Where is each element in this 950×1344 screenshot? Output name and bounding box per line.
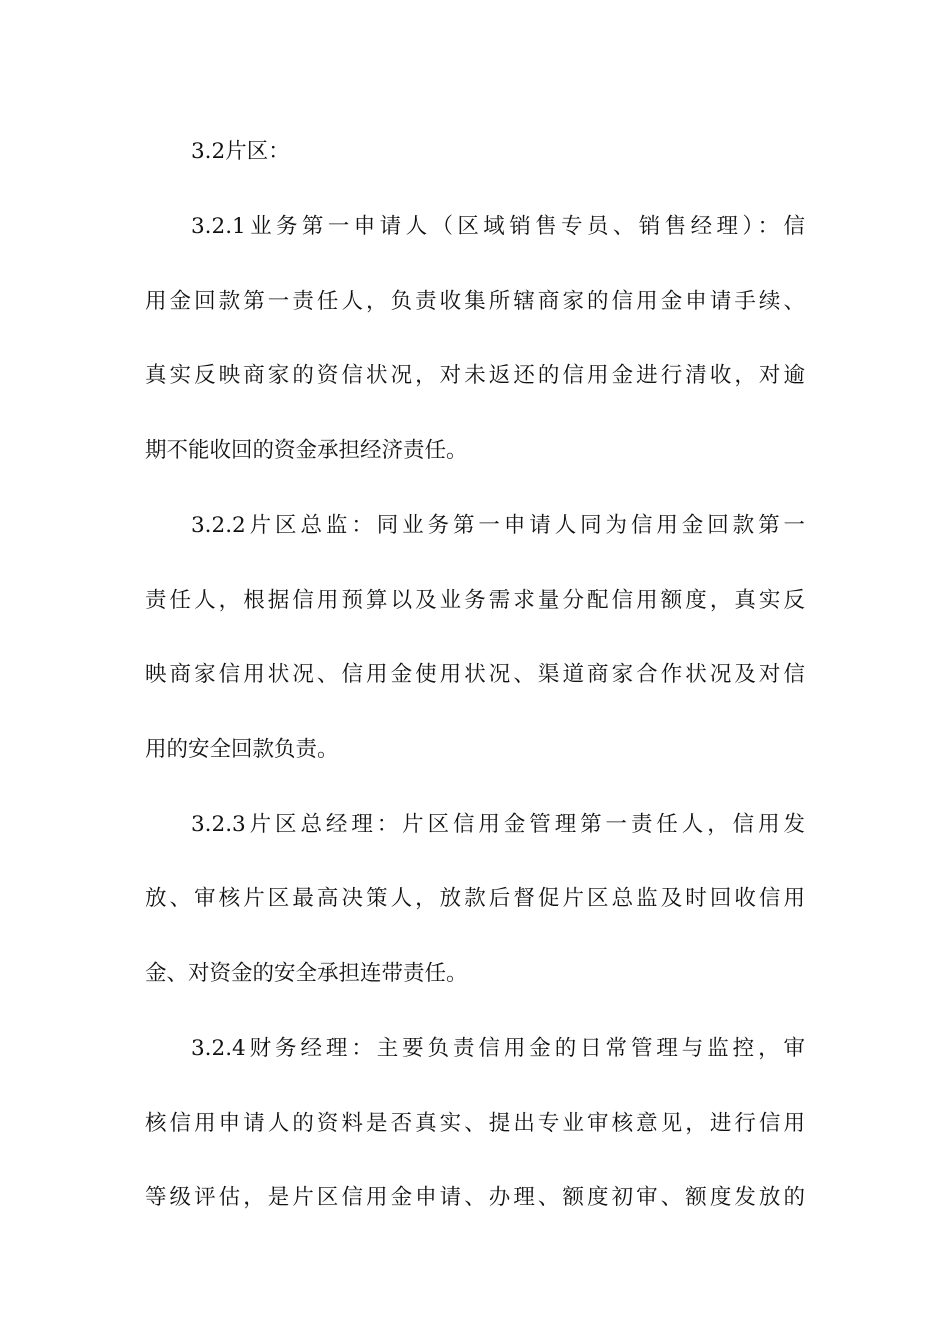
section-heading: 3.2片区： bbox=[191, 139, 290, 164]
paragraph-2-line-3: 映商家信用状况、信用金使用状况、渠道商家合作状况及对信 bbox=[145, 662, 805, 687]
paragraph-2-line-4: 用的安全回款负责。 bbox=[145, 737, 339, 762]
paragraph-3-line-2: 放、审核片区最高决策人，放款后督促片区总监及时回收信用 bbox=[145, 886, 805, 911]
paragraph-2-line-1: 3.2.2片区总监：同业务第一申请人同为信用金回款第一 bbox=[191, 513, 805, 538]
paragraph-1-line-1: 3.2.1业务第一申请人（区域销售专员、销售经理）：信 bbox=[191, 214, 805, 239]
paragraph-3-line-1: 3.2.3片区总经理：片区信用金管理第一责任人，信用发 bbox=[191, 812, 805, 837]
paragraph-4-line-2: 核信用申请人的资料是否真实、提出专业审核意见，进行信用 bbox=[145, 1111, 805, 1136]
paragraph-4-line-3: 等级评估，是片区信用金申请、办理、额度初审、额度发放的 bbox=[145, 1185, 805, 1210]
paragraph-1-line-2: 用金回款第一责任人，负责收集所辖商家的信用金申请手续、 bbox=[145, 289, 805, 314]
paragraph-2-line-2: 责任人，根据信用预算以及业务需求量分配信用额度，真实反 bbox=[145, 588, 805, 613]
paragraph-1-line-3: 真实反映商家的资信状况，对未返还的信用金进行清收，对逾 bbox=[145, 363, 805, 388]
paragraph-3-line-3: 金、对资金的安全承担连带责任。 bbox=[145, 961, 468, 986]
paragraph-1-line-4: 期不能收回的资金承担经济责任。 bbox=[145, 438, 468, 463]
paragraph-4-line-1: 3.2.4财务经理：主要负责信用金的日常管理与监控，审 bbox=[191, 1036, 805, 1061]
